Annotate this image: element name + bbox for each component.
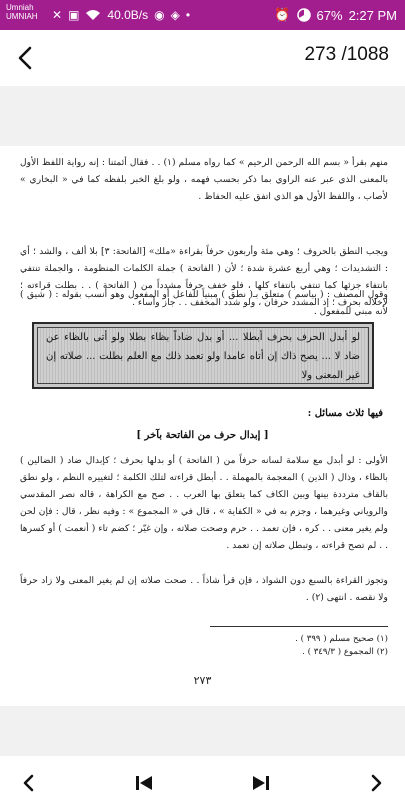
chevron-left-icon xyxy=(18,46,32,70)
battery-icon xyxy=(297,8,311,22)
section-title: فيها ثلاث مسائل : xyxy=(307,408,383,419)
previous-page-button[interactable] xyxy=(12,768,44,798)
paragraph-5: وتجوز القراءة بالسبع دون الشواذ ، فإن قرأ شاذاً . . صحت صلاته إن لم يغير المعنى ولا زاد حرفاً ولا نقصه . انتهى (٢) . xyxy=(20,575,388,603)
chevron-left-icon xyxy=(22,774,34,792)
footnote-divider xyxy=(210,626,388,627)
footnote-1: (١) صحيح مسلم ( ٣٩٩ ) . xyxy=(295,634,388,644)
status-right xyxy=(274,6,397,24)
more-notifications-icon: • xyxy=(185,8,191,22)
last-page-button[interactable] xyxy=(245,768,277,798)
page-number: ٢٧٣ xyxy=(193,674,212,687)
poem-frame xyxy=(32,322,374,389)
image-notification-icon: ▣ xyxy=(68,8,80,22)
carrier-network: UMNIAH xyxy=(6,12,38,21)
chevron-right-icon xyxy=(371,774,383,792)
carrier-name: Umniah xyxy=(6,3,34,12)
section-subtitle: [ إبدال حرف من الفاتحة بآخر ] xyxy=(136,430,269,441)
bottom-navigation xyxy=(0,756,405,810)
status-icons xyxy=(52,6,190,24)
paragraph-1: منهم بقرأ « بسم الله الرحمن الرحيم » كما رواه مسلم (١) . . فقال أئمتنا : إنه رواية اللفظ الأول بالمعنى الذي عبر عنه الراوي بما ذكر بحسب فهمه ، ولو بلغ الخبر بلفظه كما في « البخاري » لأصاب ، واللفظ الأول هو الذي اتفق عليه الحفاظ . xyxy=(20,157,388,202)
app-notification-icon: ◈ xyxy=(170,8,180,22)
poem-verses: لو أبدل الحرف بحرف أبطلا ... أو بدل ضاداً بظاء بطلا ولو أتى بالظاء عن ضاد لا ... يصح ذاك إن أتاه عامدا ولو تعمد ذلك مع العلم بطلت ... صلاته إن غير المعنى ولا xyxy=(37,327,369,384)
network-speed: 40.0B/s xyxy=(107,8,149,22)
first-page-button[interactable] xyxy=(128,768,160,798)
app-bar xyxy=(0,30,405,86)
paragraph-3: وقول المصنف : ( بياسم ) متعلق بـ( نطق ) مبنياً للفاعل أو المفعول وهو أنسب بقوله : ( شيق ) لأنه مبني للمفعول . xyxy=(20,289,388,317)
status-bar xyxy=(0,0,405,30)
wifi-icon xyxy=(85,9,101,21)
close-notification-icon: ✕ xyxy=(52,8,63,22)
footnote-2: (٢) المجموع ( ٣٤٩/٣ ) . xyxy=(302,647,388,657)
skip-next-icon xyxy=(252,774,270,792)
skip-previous-icon xyxy=(135,774,153,792)
paragraph-4: الأولى : لو أبدل مع سلامة لسانه حرفاً من ( الفاتحة ) أو بدلها بحرف ؛ كإبدال ضاد ( الضالين ) بالظاء ، وذال ( الذين ) المعجمة بالمهملة . . أبطل قراءته لتلك الكلمة ؛ لتغييره النظم ، ولو نطق بالقاف مترددة بينها وبين الكاف كما يتعلق بها العرب . . صح مع الكراهة ، قاله نصر المقدسي والروياني وغيرهما ، وجزم به في « الكفاية » ، قال في « المجموع » : وفيه نظر ، قال : فإن لحن ولم يغير معنى . . كره ، فإن تعمد . . حرم وصحت صلاته ، وإن غيّر ؛ كضم تاء ( أنعمت ) أو كسرها . . لم تصح قراءته ، وتبطل صلاته إن تعمد . xyxy=(20,455,388,551)
alarm-icon: ⏰ xyxy=(274,7,291,22)
battery-level: 67% xyxy=(316,7,343,23)
book-page xyxy=(0,146,405,706)
back-button[interactable] xyxy=(10,42,40,74)
clock: 2:27 PM xyxy=(348,7,397,23)
footnotes xyxy=(20,633,388,659)
page-counter: 273 /1088 xyxy=(304,44,389,65)
carrier-label xyxy=(6,3,38,21)
paragraph-2: ويجب النطق بالحروف ؛ وهي مئة وأربعون حرفاً بقراءة «ملك» [الفاتحة: ٣] بلا ألف ، والشد ؛ أي : التشديدات ؛ وهي أربع عشرة شدة ؛ لأن ( الفاتحة ) جملة الكلمات المنظومة ، والجملة تنتفي بانتفاء جزئها كما تنتفي بانتفاء كلها ، فلو خفف حرفاً مشدداً من ( الفاتحة ) . . بطلت قراءته ؛ لإخلاله بحرف ؛ إذ المشدد حرفان ، ولو شدد المخفف . . جاز وأساء . xyxy=(20,246,389,308)
next-page-button[interactable] xyxy=(361,768,393,798)
messenger-icon: ◉ xyxy=(154,8,165,22)
document-viewer[interactable] xyxy=(0,86,405,756)
